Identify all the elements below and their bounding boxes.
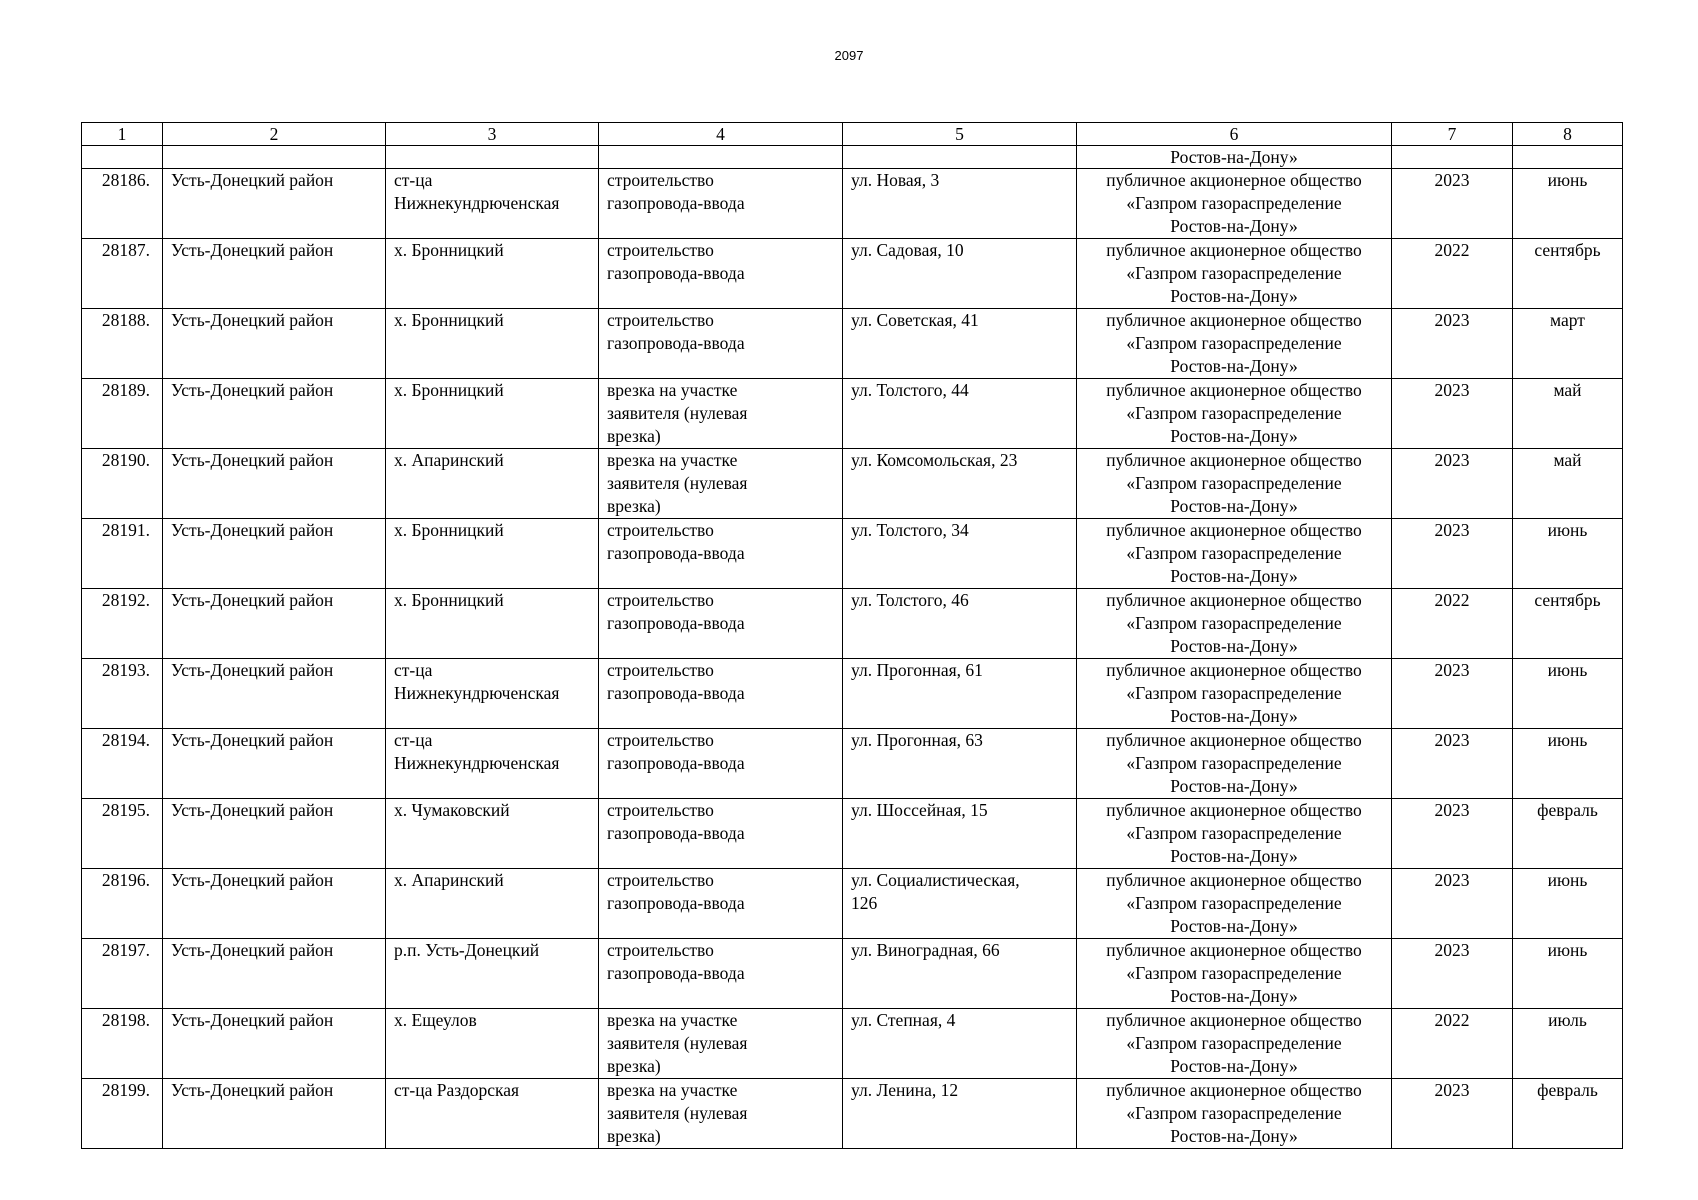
work-type-cell-text: врезка на участке заявителя (нулевая врезка) bbox=[607, 1010, 748, 1076]
district-cell bbox=[163, 169, 386, 239]
organization-cell bbox=[1077, 659, 1392, 729]
month-cell bbox=[1513, 729, 1623, 799]
year-cell bbox=[1392, 449, 1513, 519]
organization-cell-text: публичное акционерное общество «Газпром газораспределение Ростов-на-Дону» bbox=[1106, 240, 1362, 306]
district-cell-text: Усть-Донецкий район bbox=[171, 1080, 334, 1100]
row-number-cell bbox=[82, 169, 163, 239]
locality-cell-text: х. Бронницкий bbox=[394, 310, 504, 330]
address-cell bbox=[843, 729, 1077, 799]
district-cell-text: Усть-Донецкий район bbox=[171, 380, 334, 400]
locality-cell bbox=[386, 449, 599, 519]
column-number: 6 bbox=[1077, 123, 1392, 146]
month-cell-text: июнь bbox=[1547, 170, 1588, 190]
cell bbox=[1392, 146, 1513, 169]
locality-cell-text: х. Бронницкий bbox=[394, 520, 504, 540]
locality-cell-text: ст-ца Нижнекундрюченская bbox=[394, 730, 560, 773]
locality-cell-text: х. Бронницкий bbox=[394, 590, 504, 610]
year-cell-text: 2023 bbox=[1434, 660, 1470, 680]
address-cell-text: ул. Шоссейная, 15 bbox=[851, 800, 988, 820]
district-cell bbox=[163, 239, 386, 309]
locality-cell bbox=[386, 939, 599, 1009]
cell bbox=[599, 146, 843, 169]
organization-cell bbox=[1077, 309, 1392, 379]
month-cell bbox=[1513, 239, 1623, 309]
column-number: 1 bbox=[82, 123, 163, 146]
month-cell bbox=[1513, 379, 1623, 449]
locality-cell bbox=[386, 659, 599, 729]
table-row bbox=[82, 799, 1623, 869]
address-cell-text: ул. Виноградная, 66 bbox=[851, 940, 1000, 960]
month-cell bbox=[1513, 939, 1623, 1009]
address-cell-text: ул. Советская, 41 bbox=[851, 310, 979, 330]
row-number-cell bbox=[82, 519, 163, 589]
column-number: 2 bbox=[163, 123, 386, 146]
address-cell bbox=[843, 799, 1077, 869]
month-cell-text: март bbox=[1550, 310, 1585, 330]
locality-cell-text: х. Бронницкий bbox=[394, 240, 504, 260]
work-type-cell bbox=[599, 869, 843, 939]
work-type-cell bbox=[599, 239, 843, 309]
organization-cell bbox=[1077, 799, 1392, 869]
year-cell bbox=[1392, 869, 1513, 939]
month-cell-text: июнь bbox=[1547, 730, 1588, 750]
organization-cell bbox=[1077, 379, 1392, 449]
month-cell-text: июнь bbox=[1547, 660, 1588, 680]
work-type-cell-text: врезка на участке заявителя (нулевая врезка) bbox=[607, 450, 748, 516]
year-cell-text: 2023 bbox=[1434, 1080, 1470, 1100]
work-type-cell-text: строительство газопровода-ввода bbox=[607, 800, 745, 843]
month-cell-text: февраль bbox=[1537, 1080, 1598, 1100]
year-cell bbox=[1392, 519, 1513, 589]
column-number: 3 bbox=[386, 123, 599, 146]
year-cell bbox=[1392, 309, 1513, 379]
year-cell bbox=[1392, 1009, 1513, 1079]
year-cell-text: 2023 bbox=[1434, 450, 1470, 470]
row-number-cell-text: 28198. bbox=[101, 1010, 150, 1030]
organization-cell-text: публичное акционерное общество «Газпром газораспределение Ростов-на-Дону» bbox=[1106, 520, 1362, 586]
table-row bbox=[82, 1009, 1623, 1079]
month-cell-text: июнь bbox=[1547, 940, 1588, 960]
row-number-cell bbox=[82, 939, 163, 1009]
table-row bbox=[82, 379, 1623, 449]
row-number-cell bbox=[82, 239, 163, 309]
work-type-cell-text: строительство газопровода-ввода bbox=[607, 730, 745, 773]
month-cell bbox=[1513, 659, 1623, 729]
year-cell-text: 2023 bbox=[1434, 730, 1470, 750]
locality-cell-text: х. Апаринский bbox=[394, 450, 504, 470]
row-number-cell-text: 28186. bbox=[101, 170, 150, 190]
organization-cell-text: публичное акционерное общество «Газпром газораспределение Ростов-на-Дону» bbox=[1106, 450, 1362, 516]
month-cell-text: февраль bbox=[1537, 800, 1598, 820]
table-row bbox=[82, 589, 1623, 659]
row-number-cell bbox=[82, 449, 163, 519]
month-cell bbox=[1513, 869, 1623, 939]
column-number: 5 bbox=[843, 123, 1077, 146]
year-cell bbox=[1392, 799, 1513, 869]
district-cell bbox=[163, 309, 386, 379]
organization-cell-text: публичное акционерное общество «Газпром газораспределение Ростов-на-Дону» bbox=[1106, 940, 1362, 1006]
table-row bbox=[82, 239, 1623, 309]
table-row bbox=[82, 309, 1623, 379]
address-cell bbox=[843, 869, 1077, 939]
month-cell-text: сентябрь bbox=[1534, 590, 1601, 610]
year-cell bbox=[1392, 169, 1513, 239]
work-type-cell bbox=[599, 1009, 843, 1079]
district-cell bbox=[163, 379, 386, 449]
address-cell-text: ул. Прогонная, 61 bbox=[851, 660, 983, 680]
organization-cell bbox=[1077, 869, 1392, 939]
address-cell-text: ул. Толстого, 46 bbox=[851, 590, 969, 610]
district-cell-text: Усть-Донецкий район bbox=[171, 240, 334, 260]
locality-cell-text: ст-ца Нижнекундрюченская bbox=[394, 660, 560, 703]
row-number-cell bbox=[82, 1079, 163, 1149]
work-type-cell-text: врезка на участке заявителя (нулевая врезка) bbox=[607, 1080, 748, 1146]
year-cell bbox=[1392, 1079, 1513, 1149]
work-type-cell-text: строительство газопровода-ввода bbox=[607, 660, 745, 703]
work-type-cell bbox=[599, 659, 843, 729]
row-number-cell-text: 28189. bbox=[101, 380, 150, 400]
month-cell bbox=[1513, 799, 1623, 869]
district-cell bbox=[163, 939, 386, 1009]
row-number-cell bbox=[82, 379, 163, 449]
column-number: 7 bbox=[1392, 123, 1513, 146]
table-row bbox=[82, 939, 1623, 1009]
row-number-cell-text: 28192. bbox=[101, 590, 150, 610]
district-cell-text: Усть-Донецкий район bbox=[171, 660, 334, 680]
work-type-cell bbox=[599, 169, 843, 239]
continuation-row bbox=[82, 146, 1623, 169]
locality-cell-text: р.п. Усть-Донецкий bbox=[394, 940, 540, 960]
year-cell bbox=[1392, 659, 1513, 729]
year-cell bbox=[1392, 239, 1513, 309]
district-cell-text: Усть-Донецкий район bbox=[171, 310, 334, 330]
table-row bbox=[82, 519, 1623, 589]
table-row bbox=[82, 1079, 1623, 1149]
month-cell bbox=[1513, 309, 1623, 379]
organization-cell bbox=[1077, 519, 1392, 589]
district-cell bbox=[163, 799, 386, 869]
row-number-cell bbox=[82, 589, 163, 659]
work-type-cell bbox=[599, 519, 843, 589]
month-cell-text: июнь bbox=[1547, 520, 1588, 540]
row-number-cell-text: 28197. bbox=[101, 940, 150, 960]
row-number-cell-text: 28199. bbox=[101, 1080, 150, 1100]
district-cell-text: Усть-Донецкий район bbox=[171, 800, 334, 820]
organization-cell bbox=[1077, 589, 1392, 659]
locality-cell-text: х. Апаринский bbox=[394, 870, 504, 890]
cell bbox=[843, 146, 1077, 169]
work-type-cell-text: строительство газопровода-ввода bbox=[607, 870, 745, 913]
month-cell bbox=[1513, 1009, 1623, 1079]
locality-cell bbox=[386, 309, 599, 379]
organization-cell bbox=[1077, 239, 1392, 309]
work-type-cell-text: строительство газопровода-ввода bbox=[607, 940, 745, 983]
year-cell-text: 2022 bbox=[1434, 590, 1470, 610]
year-cell-text: 2022 bbox=[1434, 1010, 1470, 1030]
address-cell-text: ул. Новая, 3 bbox=[851, 170, 940, 190]
address-cell-text: ул. Ленина, 12 bbox=[851, 1080, 959, 1100]
district-cell-text: Усть-Донецкий район bbox=[171, 520, 334, 540]
address-cell-text: ул. Толстого, 44 bbox=[851, 380, 969, 400]
locality-cell bbox=[386, 1009, 599, 1079]
locality-cell bbox=[386, 589, 599, 659]
page-number: 2097 bbox=[834, 48, 864, 63]
row-number-cell-text: 28195. bbox=[101, 800, 150, 820]
row-number-cell-text: 28188. bbox=[101, 310, 150, 330]
table-row bbox=[82, 729, 1623, 799]
row-number-cell bbox=[82, 659, 163, 729]
locality-cell bbox=[386, 799, 599, 869]
organization-cell bbox=[1077, 939, 1392, 1009]
month-cell-text: май bbox=[1553, 380, 1582, 400]
address-cell bbox=[843, 169, 1077, 239]
district-cell bbox=[163, 589, 386, 659]
organization-cell-text: публичное акционерное общество «Газпром газораспределение Ростов-на-Дону» bbox=[1106, 870, 1362, 936]
work-type-cell bbox=[599, 1079, 843, 1149]
row-number-cell-text: 28191. bbox=[101, 520, 150, 540]
district-cell bbox=[163, 869, 386, 939]
address-cell-text: ул. Толстого, 34 bbox=[851, 520, 969, 540]
column-number: 4 bbox=[599, 123, 843, 146]
address-cell bbox=[843, 1009, 1077, 1079]
year-cell-text: 2022 bbox=[1434, 240, 1470, 260]
district-cell-text: Усть-Донецкий район bbox=[171, 730, 334, 750]
row-number-cell bbox=[82, 799, 163, 869]
organization-cell bbox=[1077, 449, 1392, 519]
locality-cell-text: х. Чумаковский bbox=[394, 800, 510, 820]
locality-cell bbox=[386, 869, 599, 939]
table-row bbox=[82, 449, 1623, 519]
locality-cell-text: ст-ца Нижнекундрюченская bbox=[394, 170, 560, 213]
district-cell-text: Усть-Донецкий район bbox=[171, 590, 334, 610]
year-cell bbox=[1392, 379, 1513, 449]
district-cell-text: Усть-Донецкий район bbox=[171, 1010, 334, 1030]
address-cell-text: ул. Степная, 4 bbox=[851, 1010, 956, 1030]
address-cell bbox=[843, 449, 1077, 519]
district-cell bbox=[163, 729, 386, 799]
year-cell-text: 2023 bbox=[1434, 170, 1470, 190]
year-cell-text: 2023 bbox=[1434, 380, 1470, 400]
row-number-cell-text: 28194. bbox=[101, 730, 150, 750]
work-type-cell-text: строительство газопровода-ввода bbox=[607, 240, 745, 283]
address-cell bbox=[843, 589, 1077, 659]
organization-cell-text: публичное акционерное общество «Газпром газораспределение Ростов-на-Дону» bbox=[1106, 730, 1362, 796]
cell bbox=[1513, 146, 1623, 169]
work-type-cell bbox=[599, 799, 843, 869]
district-cell-text: Усть-Донецкий район bbox=[171, 170, 334, 190]
work-type-cell bbox=[599, 939, 843, 1009]
row-number-cell bbox=[82, 1009, 163, 1079]
locality-cell bbox=[386, 519, 599, 589]
gas-connection-table bbox=[81, 122, 1623, 1149]
locality-cell bbox=[386, 1079, 599, 1149]
organization-cell-text: публичное акционерное общество «Газпром газораспределение Ростов-на-Дону» bbox=[1106, 1080, 1362, 1146]
district-cell bbox=[163, 519, 386, 589]
address-cell bbox=[843, 939, 1077, 1009]
year-cell bbox=[1392, 939, 1513, 1009]
cell bbox=[82, 146, 163, 169]
work-type-cell-text: строительство газопровода-ввода bbox=[607, 310, 745, 353]
work-type-cell bbox=[599, 729, 843, 799]
district-cell-text: Усть-Донецкий район bbox=[171, 940, 334, 960]
year-cell bbox=[1392, 729, 1513, 799]
organization-cell bbox=[1077, 169, 1392, 239]
row-number-cell bbox=[82, 729, 163, 799]
address-cell bbox=[843, 239, 1077, 309]
table-row bbox=[82, 659, 1623, 729]
address-cell bbox=[843, 519, 1077, 589]
organization-cell-text: публичное акционерное общество «Газпром газораспределение Ростов-на-Дону» bbox=[1106, 1010, 1362, 1076]
work-type-cell-text: строительство газопровода-ввода bbox=[607, 590, 745, 633]
work-type-cell-text: строительство газопровода-ввода bbox=[607, 520, 745, 563]
organization-cell-text: публичное акционерное общество «Газпром газораспределение Ростов-на-Дону» bbox=[1106, 800, 1362, 866]
row-number-cell-text: 28196. bbox=[101, 870, 150, 890]
locality-cell-text: х. Ещеулов bbox=[394, 1010, 477, 1030]
work-type-cell bbox=[599, 589, 843, 659]
locality-cell bbox=[386, 169, 599, 239]
month-cell-text: июль bbox=[1548, 1010, 1587, 1030]
month-cell bbox=[1513, 589, 1623, 659]
work-type-cell bbox=[599, 449, 843, 519]
locality-cell-text: х. Бронницкий bbox=[394, 380, 504, 400]
organization-cell-text: публичное акционерное общество «Газпром газораспределение Ростов-на-Дону» bbox=[1106, 380, 1362, 446]
year-cell bbox=[1392, 589, 1513, 659]
month-cell-text: сентябрь bbox=[1534, 240, 1601, 260]
table-row bbox=[82, 169, 1623, 239]
address-cell bbox=[843, 379, 1077, 449]
organization-cell-text: публичное акционерное общество «Газпром газораспределение Ростов-на-Дону» bbox=[1106, 590, 1362, 656]
cell bbox=[386, 146, 599, 169]
year-cell-text: 2023 bbox=[1434, 870, 1470, 890]
column-number-row bbox=[82, 123, 1623, 146]
work-type-cell-text: строительство газопровода-ввода bbox=[607, 170, 745, 213]
organization-cell-text: публичное акционерное общество «Газпром газораспределение Ростов-на-Дону» bbox=[1106, 660, 1362, 726]
address-cell bbox=[843, 309, 1077, 379]
district-cell bbox=[163, 1079, 386, 1149]
district-cell bbox=[163, 659, 386, 729]
address-cell-text: ул. Социалистическая, 126 bbox=[851, 870, 1020, 913]
organization-cell bbox=[1077, 729, 1392, 799]
address-cell-text: ул. Комсомольская, 23 bbox=[851, 450, 1018, 470]
year-cell-text: 2023 bbox=[1434, 800, 1470, 820]
work-type-cell bbox=[599, 309, 843, 379]
locality-cell bbox=[386, 379, 599, 449]
locality-cell-text: ст-ца Раздорская bbox=[394, 1080, 520, 1100]
month-cell-text: июнь bbox=[1547, 870, 1588, 890]
address-cell bbox=[843, 1079, 1077, 1149]
district-cell-text: Усть-Донецкий район bbox=[171, 870, 334, 890]
address-cell-text: ул. Прогонная, 63 bbox=[851, 730, 983, 750]
address-cell-text: ул. Садовая, 10 bbox=[851, 240, 964, 260]
month-cell bbox=[1513, 1079, 1623, 1149]
year-cell-text: 2023 bbox=[1434, 940, 1470, 960]
locality-cell bbox=[386, 239, 599, 309]
column-number: 8 bbox=[1513, 123, 1623, 146]
row-number-cell-text: 28193. bbox=[101, 660, 150, 680]
work-type-cell bbox=[599, 379, 843, 449]
district-cell bbox=[163, 449, 386, 519]
month-cell-text: май bbox=[1553, 450, 1582, 470]
address-cell bbox=[843, 659, 1077, 729]
table-row bbox=[82, 869, 1623, 939]
row-number-cell-text: 28187. bbox=[101, 240, 150, 260]
organization-cell: Ростов-на-Дону» bbox=[1077, 146, 1392, 169]
year-cell-text: 2023 bbox=[1434, 520, 1470, 540]
district-cell bbox=[163, 1009, 386, 1079]
month-cell bbox=[1513, 449, 1623, 519]
organization-cell bbox=[1077, 1009, 1392, 1079]
month-cell bbox=[1513, 519, 1623, 589]
year-cell-text: 2023 bbox=[1434, 310, 1470, 330]
row-number-cell-text: 28190. bbox=[101, 450, 150, 470]
row-number-cell bbox=[82, 309, 163, 379]
locality-cell bbox=[386, 729, 599, 799]
row-number-cell bbox=[82, 869, 163, 939]
month-cell bbox=[1513, 169, 1623, 239]
work-type-cell-text: врезка на участке заявителя (нулевая врезка) bbox=[607, 380, 748, 446]
district-cell-text: Усть-Донецкий район bbox=[171, 450, 334, 470]
cell bbox=[163, 146, 386, 169]
organization-cell-text: публичное акционерное общество «Газпром газораспределение Ростов-на-Дону» bbox=[1106, 170, 1362, 236]
organization-cell-text: публичное акционерное общество «Газпром газораспределение Ростов-на-Дону» bbox=[1106, 310, 1362, 376]
organization-cell bbox=[1077, 1079, 1392, 1149]
